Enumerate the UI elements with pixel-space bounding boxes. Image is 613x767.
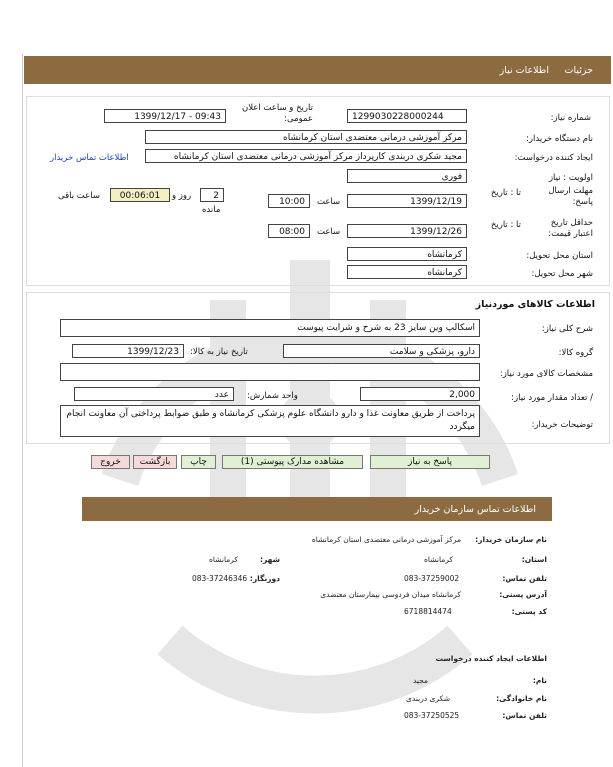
postal-code-label: کد پستی: bbox=[511, 607, 547, 616]
phone-value: 083-37259002 bbox=[404, 574, 460, 583]
deadline-label: مهلت ارسال پاسخ: bbox=[548, 186, 593, 207]
contact-section-title: اطلاعات تماس سازمان خریدار bbox=[414, 504, 536, 515]
request-creator-field: مجید شکری دربندی کارپرداز مرکز آموزشی درمانی معتضدی استان کرمانشاه bbox=[145, 149, 467, 163]
postal-code-value: 6718814474 bbox=[404, 607, 452, 616]
remaining-time-field: 00:06:01 bbox=[110, 188, 170, 202]
creator-family-label: نام خانوادگی: bbox=[496, 694, 547, 703]
validity-hour-label: ساعت bbox=[317, 227, 341, 237]
back-button[interactable]: بازگشت bbox=[133, 455, 177, 469]
announce-date-field: 1399/12/17 - 09:43 bbox=[104, 109, 226, 123]
general-description-label: شرح کلی نیاز: bbox=[541, 324, 593, 334]
creator-family-value: شکری دربندی bbox=[406, 694, 450, 703]
days-remaining-field: 2 bbox=[200, 188, 224, 202]
need-date-label: تاریخ نیاز به کالا: bbox=[190, 347, 248, 357]
remaining-label: مانده bbox=[202, 205, 221, 215]
phone-label: تلفن تماس: bbox=[502, 574, 547, 583]
org-name-value: مرکز آموزشی درمانی معتضدی استان کرمانشاه bbox=[311, 535, 461, 544]
validity-date-field: 1399/12/26 bbox=[347, 224, 467, 238]
province-label: استان: bbox=[521, 555, 547, 564]
priority-label: اولویت : نیاز bbox=[548, 173, 593, 183]
delivery-province-label: استان محل تحویل: bbox=[526, 251, 593, 261]
priority-field: فوری bbox=[347, 169, 467, 183]
validity-until-label: تا : تاریخ bbox=[490, 220, 521, 230]
request-creator-label: ایجاد کننده درخواست: bbox=[514, 153, 593, 163]
buyer-name-label: نام دستگاه خریدار: bbox=[526, 134, 593, 144]
general-description-field: اسکالپ وین سایز 23 به شرح و شرایت پیوست bbox=[60, 319, 480, 337]
address-label: آدرس پستی: bbox=[499, 590, 547, 599]
deadline-date-field: 1399/12/19 bbox=[347, 194, 467, 208]
tab-details[interactable]: جزئیات bbox=[564, 65, 593, 76]
city-label: شهر: bbox=[260, 555, 280, 564]
fax-label: دورنگار: bbox=[249, 574, 280, 583]
view-attachments-button[interactable]: مشاهده مدارک پیوستی (1) bbox=[222, 455, 363, 469]
price-validity-label: حداقل تاریخ اعتبار قیمت: bbox=[548, 218, 593, 239]
delivery-province-field: کرمانشاه bbox=[347, 247, 467, 261]
delivery-city-field: کرمانشاه bbox=[347, 265, 467, 279]
need-number-label: شماره نیاز: bbox=[550, 113, 591, 123]
goods-specs-label: مشخصات کالای مورد نیاز: bbox=[499, 369, 593, 379]
tab-need-info[interactable]: اطلاعات نیاز bbox=[499, 65, 549, 76]
deadline-hour-label: ساعت bbox=[317, 197, 341, 207]
goods-group-field: دارو، پزشکی و سلامت bbox=[283, 344, 480, 358]
print-button[interactable]: چاپ bbox=[181, 455, 216, 469]
buyer-name-field: مرکز آموزشی درمانی معتضدی استان کرمانشاه bbox=[145, 130, 467, 144]
quantity-field: 2,000 bbox=[360, 387, 480, 401]
buyer-notes-field: پرداخت از طریق معاونت غذا و دارو دانشگاه علوم پزشکی کرمانشاه و طبق ضوابط پرداختی آن معاونت انجام میگردد bbox=[60, 405, 480, 437]
org-name-label: نام سازمان خریدار: bbox=[475, 535, 547, 544]
need-number-field: 1299030228000244 bbox=[347, 109, 467, 123]
need-info-header bbox=[24, 56, 611, 84]
buyer-contact-link[interactable]: اطلاعات تماس خریدار bbox=[50, 153, 129, 163]
validity-time-field: 08:00 bbox=[268, 224, 310, 238]
city-value: کرمانشاه bbox=[208, 555, 238, 564]
need-date-field: 1399/12/23 bbox=[72, 344, 184, 358]
unit-field: عدد bbox=[74, 387, 234, 401]
delivery-city-label: شهر محل تحویل: bbox=[531, 269, 593, 279]
goods-group-label: گروه کالا: bbox=[558, 348, 593, 358]
days-label: روز و bbox=[172, 191, 192, 201]
announce-date-label: تاریخ و ساعت اعلان عمومی: bbox=[241, 103, 313, 124]
deadline-until-label: تا : تاریخ bbox=[490, 188, 521, 198]
contact-section-header bbox=[82, 497, 552, 521]
goods-section-title: اطلاعات کالاهای موردنیاز bbox=[475, 299, 595, 310]
deadline-time-field: 10:00 bbox=[268, 194, 310, 208]
unit-label: واحد شمارش: bbox=[247, 391, 298, 401]
exit-button[interactable]: خروج bbox=[91, 455, 130, 469]
creator-name-value: مجید bbox=[412, 676, 428, 685]
goods-specs-field bbox=[60, 363, 480, 381]
buyer-notes-label: توضیحات خریدار: bbox=[531, 420, 593, 430]
creator-name-label: نام: bbox=[532, 676, 547, 685]
address-value: کرمانشاه میدان فردوسی بیمارستان معتضدی bbox=[320, 590, 461, 599]
creator-phone-label: تلفن تماس: bbox=[502, 711, 547, 720]
province-value: کرمانشاه bbox=[423, 555, 453, 564]
creator-phone-value: 083-37250525 bbox=[404, 711, 460, 720]
fax-value: 083-37246346 bbox=[192, 574, 248, 583]
creator-info-title: اطلاعات ایجاد کننده درخواست bbox=[435, 654, 547, 663]
reply-button[interactable]: پاسخ به نیاز bbox=[370, 455, 490, 469]
remaining-hours-label: ساعت باقی bbox=[58, 191, 100, 201]
quantity-label: / تعداد مقدار مورد نیاز: bbox=[511, 393, 593, 403]
